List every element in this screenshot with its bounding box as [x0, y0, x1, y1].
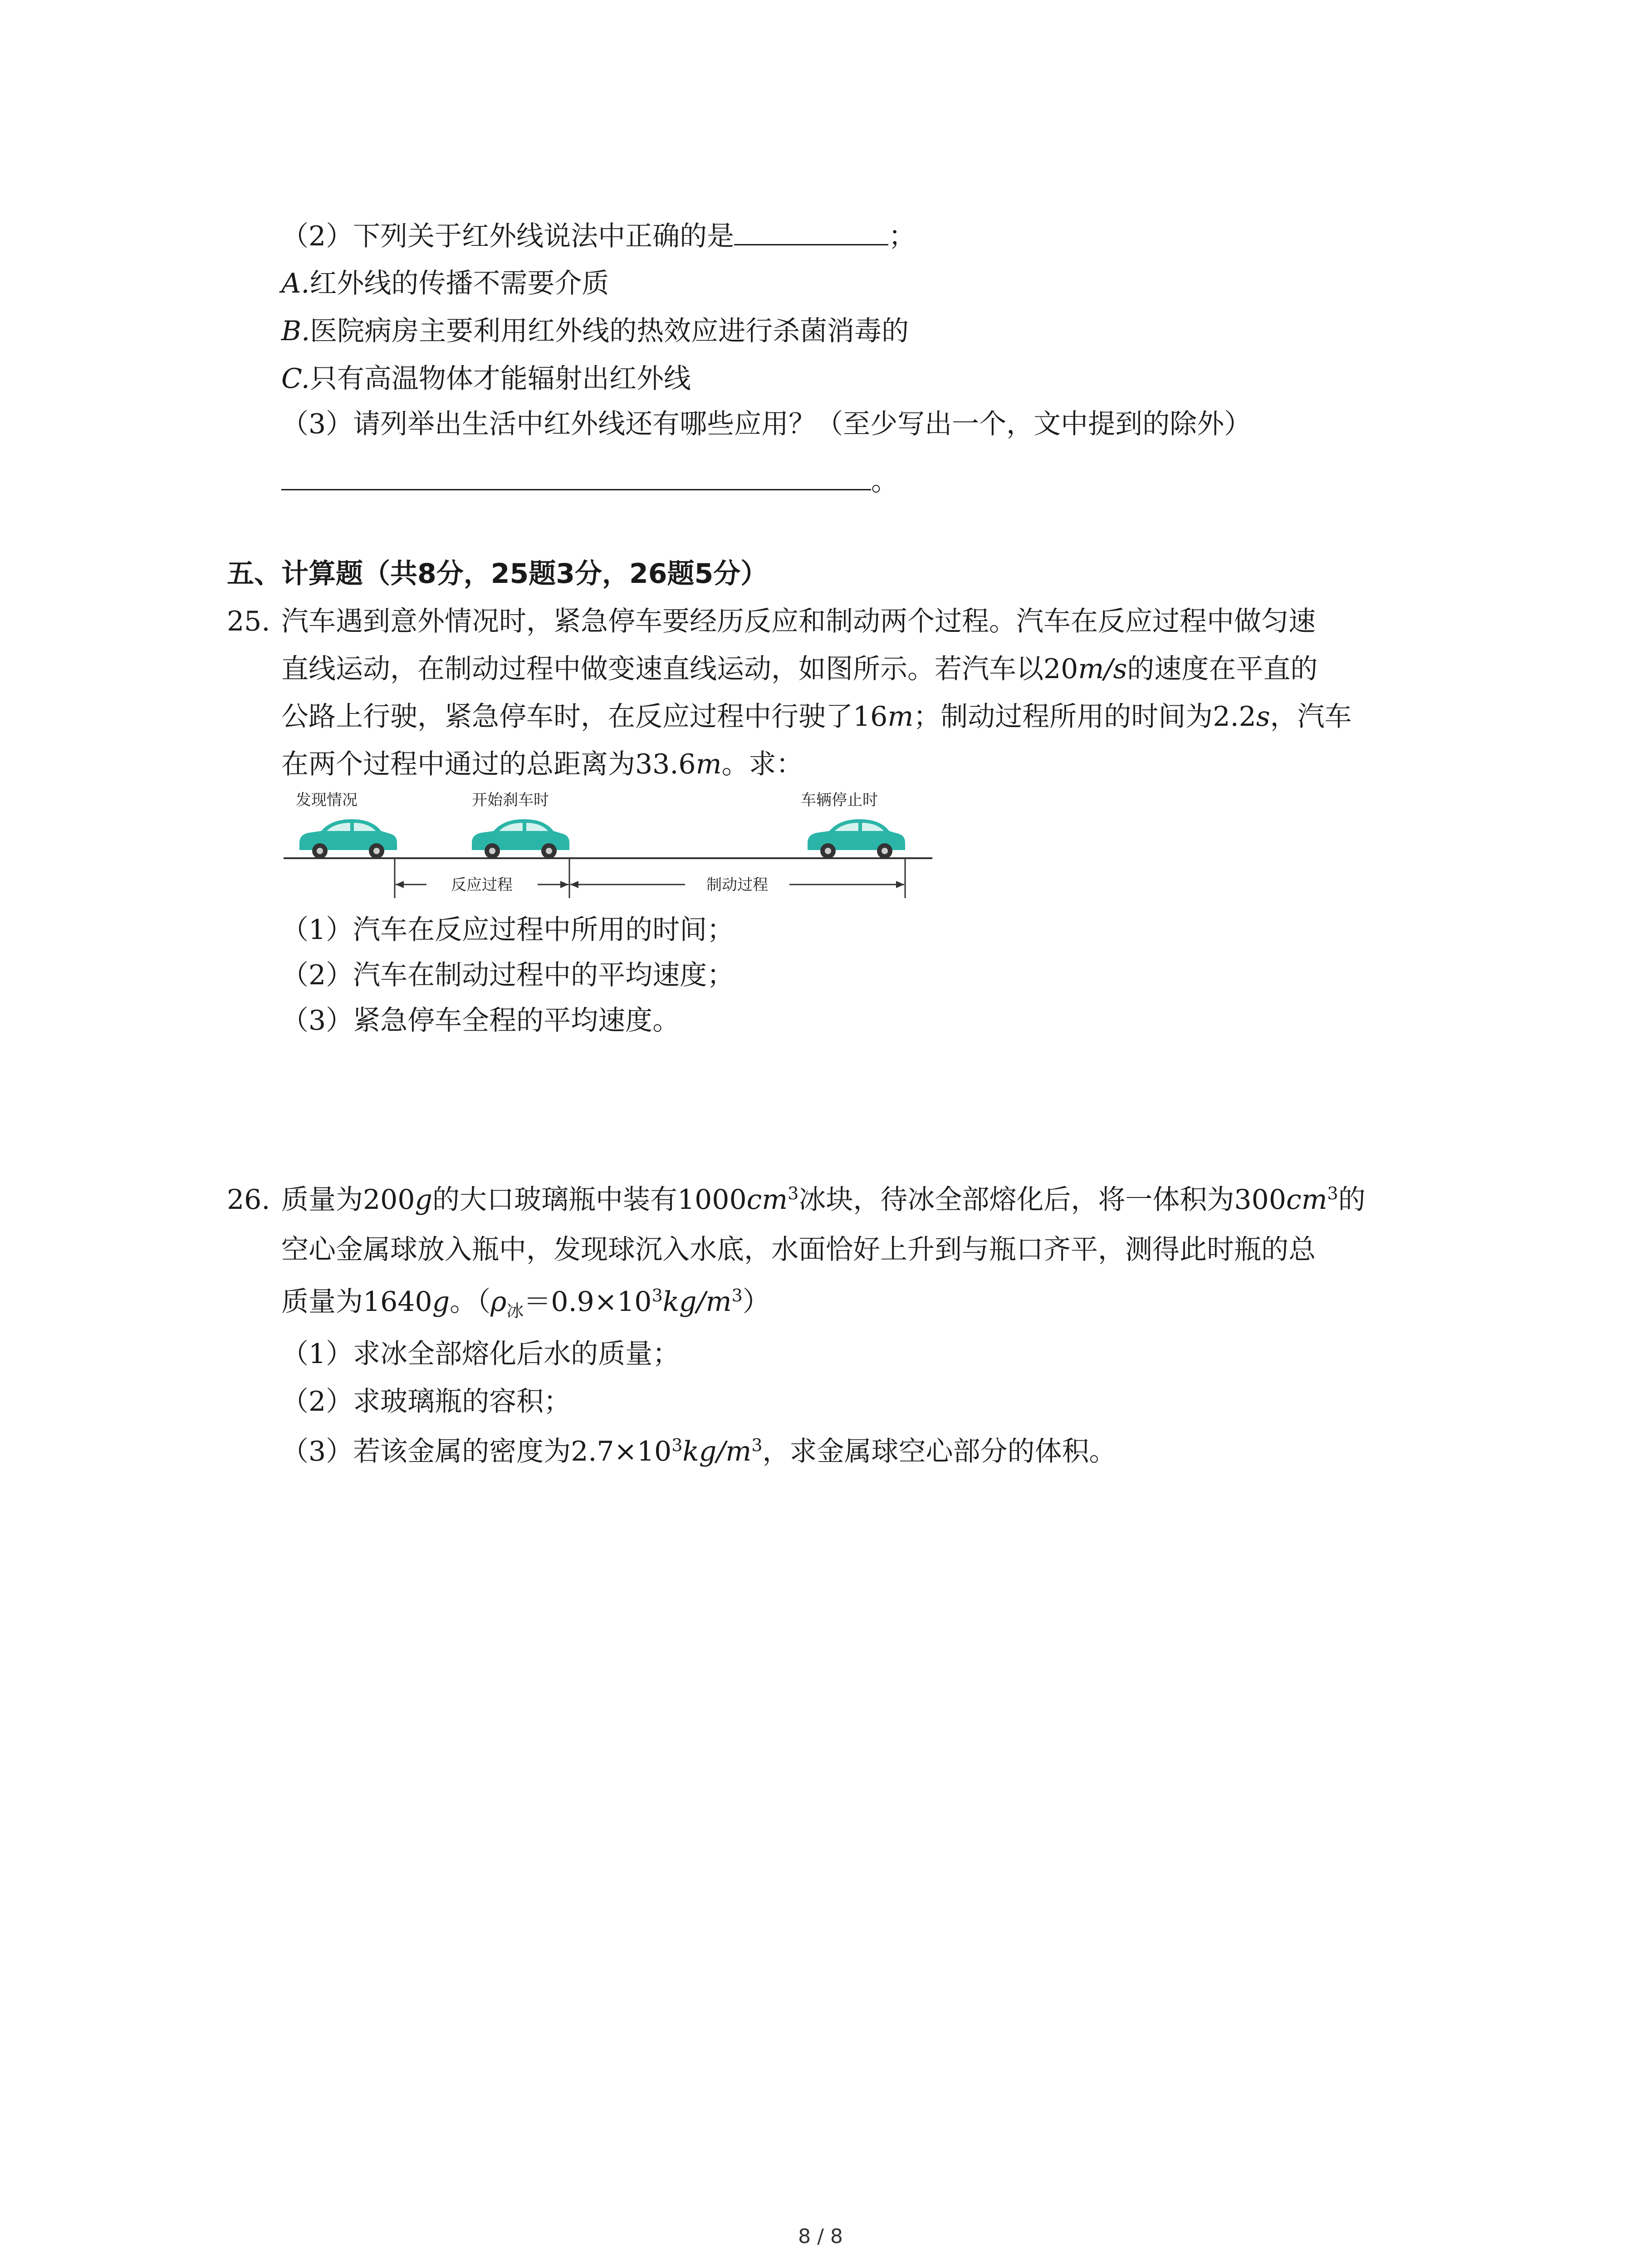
car-icon-brake-start: [472, 819, 569, 859]
q26-sub3: （3）若该金属的密度为$2.7\times 10^3kg/m^3$，求金属球空心部分的体积。: [281, 1435, 1117, 1467]
arrow-left-icon: [396, 881, 404, 888]
q25-sub2: （2）汽车在制动过程中的平均速度；: [281, 959, 735, 991]
section-heading: 五、计算题（共8分，25题3分，26题5分）: [227, 558, 768, 590]
option-c: C.只有高温物体才能辐射出红外线: [281, 363, 691, 395]
q26-line2: 空心金属球放入瓶中，发现球沉入水底，水面恰好上升到与瓶口齐平，测得此时瓶的总: [281, 1234, 1316, 1266]
label-brake-start: 开始刹车时: [472, 791, 549, 809]
option-a: A.红外线的传播不需要介质: [281, 268, 609, 299]
label-reaction: 反应过程: [451, 876, 513, 894]
q26-sub2: （2）求玻璃瓶的容积；: [281, 1386, 571, 1418]
q25-number: 25.: [227, 606, 270, 637]
arrow-right-icon: [896, 881, 904, 888]
braking-diagram: [277, 789, 939, 907]
q2-line: （2）下列关于红外线说法中正确的是 ；: [281, 218, 916, 254]
q3-line: （3）请列举出生活中红外线还有哪些应用？（至少写出一个，文中提到的除外）: [281, 408, 1252, 440]
q3-answer-line: 。: [281, 463, 898, 499]
q26-line1: 质量为200g的大口玻璃瓶中装有$1000cm^3$冰块，待冰全部熔化后，将一体积为$300cm^3$的: [281, 1183, 1366, 1216]
q26-number: 26.: [227, 1184, 270, 1216]
q25-line2: 直线运动，在制动过程中做变速直线运动，如图所示。若汽车以20m/s的速度在平直的: [281, 653, 1318, 685]
q25-sub3: （3）紧急停车全程的平均速度。: [281, 1005, 680, 1036]
q25-line1: 汽车遇到意外情况时，紧急停车要经历反应和制动两个过程。汽车在反应过程中做匀速: [281, 606, 1316, 637]
label-stop: 车辆停止时: [801, 791, 878, 809]
q25-line3: 公路上行驶，紧急停车时，在反应过程中行驶了16m；制动过程所用的时间为2.2s，汽车: [281, 701, 1352, 733]
label-braking: 制动过程: [706, 876, 768, 894]
q26-sub1: （1）求冰全部熔化后水的质量；: [281, 1338, 680, 1370]
q26-line3: 质量为1640g。$(\rho_冰=0.9\times 10^3kg/m^3)$: [281, 1286, 770, 1321]
q25-line4: 在两个过程中通过的总距离为33.6m。求：: [281, 748, 803, 780]
q25-sub1: （1）汽车在反应过程中所用的时间；: [281, 914, 735, 946]
arrow-left-icon: [570, 881, 578, 888]
page-number: 8 / 8: [798, 2225, 843, 2248]
q3-answer-blank[interactable]: [281, 463, 871, 490]
arrow-right-icon: [560, 881, 568, 888]
q2-answer-blank[interactable]: [734, 218, 888, 245]
option-b: B.医院病房主要利用红外线的热效应进行杀菌消毒的: [281, 315, 909, 347]
label-discover: 发现情况: [296, 791, 358, 809]
car-icon-discover: [299, 819, 397, 859]
car-icon-stopped: [808, 819, 905, 859]
